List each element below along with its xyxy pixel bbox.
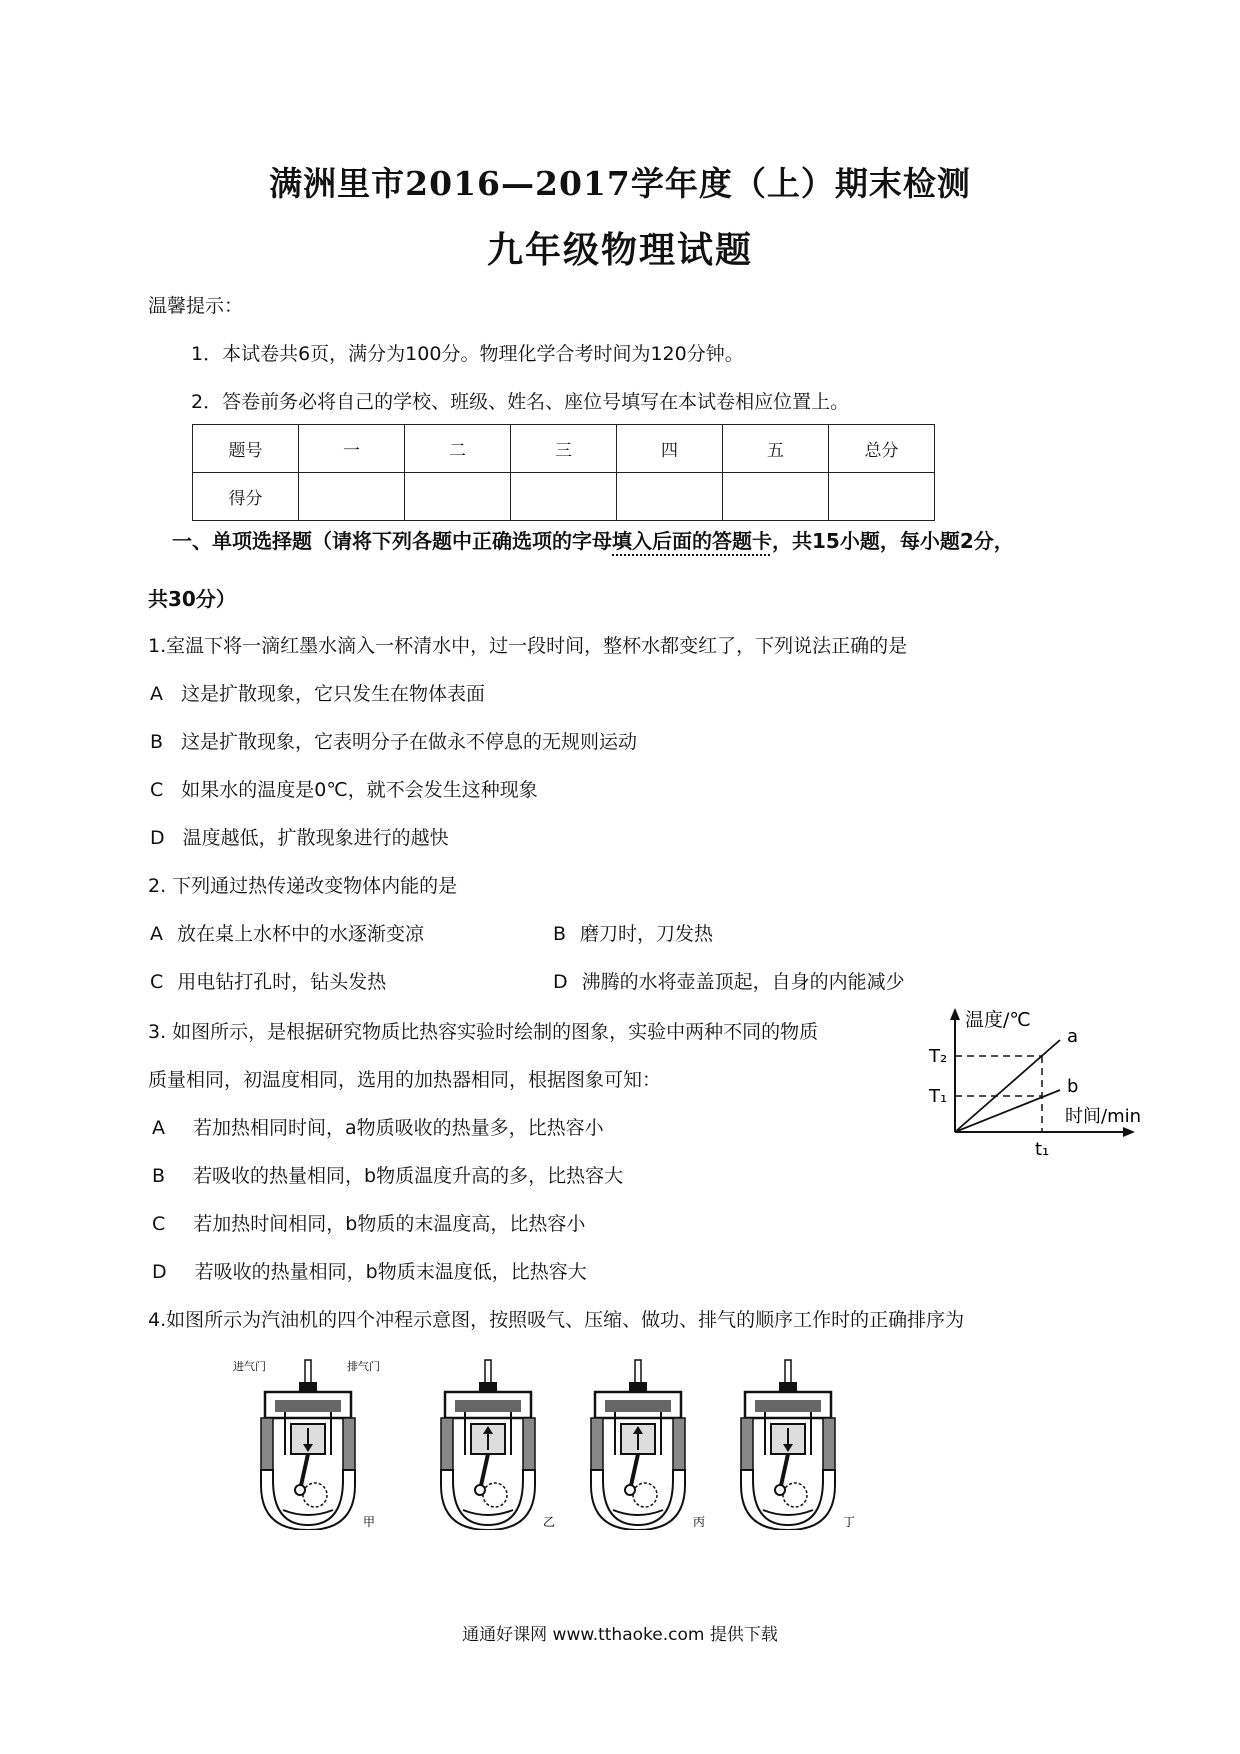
q3-option-a — [152, 1113, 604, 1140]
engine-diagram-1 — [233, 1359, 380, 1530]
outlet-valve-label: 排气门 — [347, 1360, 380, 1373]
engine-caption-3: 丙 — [693, 1515, 706, 1529]
x-axis-label: 时间/min — [1065, 1106, 1142, 1127]
score-cell[interactable] — [723, 473, 829, 521]
section-heading-emphasis: 填入后面的答题卡 — [612, 529, 772, 553]
q2-option-d — [553, 967, 905, 994]
table-row — [193, 473, 935, 521]
score-row-label: 得分 — [193, 473, 299, 521]
table-header-cell: 题号 — [193, 425, 299, 473]
notice-item-2: 2．答卷前务必将自己的学校、班级、姓名、座位号填写在本试卷相应位置上。 — [191, 391, 850, 413]
engine-diagram-2 — [441, 1360, 555, 1530]
q1-option-a — [150, 679, 485, 706]
option-text: 若加热时间相同，b物质的末温度高，比热容小 — [193, 1213, 586, 1235]
option-key: C — [152, 1213, 166, 1235]
option-key: A — [150, 923, 163, 945]
q2-option-c — [150, 967, 386, 994]
option-text: 沸腾的水将壶盖顶起，自身的内能减少 — [581, 971, 905, 993]
option-key: D — [150, 827, 165, 849]
option-text: 这是扩散现象，它表明分子在做永不停息的无规则运动 — [181, 731, 638, 753]
option-key: D — [553, 971, 568, 993]
q2-stem: 2. 下列通过热传递改变物体内能的是 — [148, 875, 458, 897]
score-cell[interactable] — [829, 473, 935, 521]
q1-option-c — [150, 775, 538, 802]
score-cell[interactable] — [511, 473, 617, 521]
table-header-cell: 五 — [723, 425, 829, 473]
option-text: 这是扩散现象，它只发生在物体表面 — [181, 683, 486, 705]
notice-label: 温馨提示： — [148, 295, 244, 317]
score-table — [192, 424, 935, 521]
q1-option-b — [150, 727, 637, 754]
series-b-label: b — [1067, 1076, 1079, 1097]
series-a-line — [955, 1040, 1060, 1132]
option-text: 若吸收的热量相同，b物质末温度低，比热容大 — [194, 1261, 587, 1283]
option-key: A — [152, 1117, 165, 1139]
option-text: 若加热相同时间，a物质吸收的热量多，比热容小 — [193, 1117, 604, 1139]
q3-option-b — [152, 1161, 623, 1188]
score-cell[interactable] — [299, 473, 405, 521]
q2-option-b — [553, 919, 713, 946]
x-axis-arrow-icon — [1123, 1127, 1135, 1137]
option-key: B — [553, 923, 567, 945]
option-text: 磨刀时，刀发热 — [580, 923, 714, 945]
engine-stroke-diagrams — [225, 1340, 1105, 1530]
q3-option-c — [152, 1209, 585, 1236]
q1-option-d — [150, 823, 449, 850]
inlet-valve-label: 进气门 — [233, 1360, 266, 1373]
score-cell[interactable] — [617, 473, 723, 521]
option-key: C — [150, 779, 164, 801]
q3-option-d — [152, 1257, 587, 1284]
table-header-cell: 二 — [405, 425, 511, 473]
q1-stem: 1.室温下将一滴红墨水滴入一杯清水中，过一段时间，整杯水都变红了，下列说法正确的是 — [148, 635, 908, 657]
section-heading — [172, 525, 1014, 554]
temperature-time-graph — [925, 1000, 1155, 1165]
score-cell[interactable] — [405, 473, 511, 521]
q3-stem-line1: 3. 如图所示，是根据研究物质比热容实验时绘制的图象，实验中两种不同的物质 — [148, 1021, 819, 1043]
series-a-label: a — [1067, 1026, 1079, 1047]
option-key: B — [152, 1165, 166, 1187]
t2-tick-label: T₂ — [929, 1046, 948, 1067]
table-row — [193, 425, 935, 473]
section-heading-line2: 共30分） — [148, 587, 236, 611]
q3-stem-line2: 质量相同，初温度相同，选用的加热器相同，根据图象可知： — [148, 1069, 662, 1091]
option-text: 若吸收的热量相同，b物质温度升高的多，比热容大 — [193, 1165, 624, 1187]
engine-caption-1: 甲 — [363, 1515, 376, 1529]
q2-option-a — [150, 919, 424, 946]
engine-caption-2: 乙 — [543, 1515, 556, 1529]
table-header-cell: 一 — [299, 425, 405, 473]
section-heading-part: 一、单项选择题（请将下列各题中正确选项的字母 — [172, 529, 612, 553]
option-text: 温度越低，扩散现象进行的越快 — [182, 827, 449, 849]
x1-tick-label: t₁ — [1035, 1139, 1050, 1160]
engine-diagram-4 — [741, 1360, 855, 1530]
y-axis-arrow-icon — [950, 1008, 960, 1020]
table-header-cell: 四 — [617, 425, 723, 473]
section-heading-part: ，共15小题，每小题2分， — [772, 529, 1014, 553]
table-header-cell: 总分 — [829, 425, 935, 473]
exam-title: 满洲里市2016—2017学年度（上）期末检测 — [269, 164, 971, 203]
option-key: B — [150, 731, 164, 753]
engine-caption-4: 丁 — [843, 1515, 856, 1529]
engine-diagram-3 — [591, 1360, 705, 1530]
y-axis-label: 温度/℃ — [965, 1009, 1031, 1031]
exam-subtitle: 九年级物理试题 — [486, 229, 753, 271]
table-header-cell: 三 — [511, 425, 617, 473]
notice-item-1: 1．本试卷共6页，满分为100分。物理化学合考时间为120分钟。 — [191, 343, 744, 365]
q4-stem: 4.如图所示为汽油机的四个冲程示意图，按照吸气、压缩、做功、排气的顺序工作时的正确排序为 — [148, 1309, 965, 1331]
page-footer: 通通好课网 www.tthaoke.com 提供下载 — [462, 1625, 778, 1645]
option-text: 放在桌上水杯中的水逐渐变凉 — [177, 923, 425, 945]
option-text: 如果水的温度是0℃，就不会发生这种现象 — [181, 779, 538, 801]
option-key: D — [152, 1261, 167, 1283]
t1-tick-label: T₁ — [929, 1086, 948, 1107]
option-key: C — [150, 971, 164, 993]
option-key: A — [150, 683, 163, 705]
option-text: 用电钻打孔时，钻头发热 — [177, 971, 387, 993]
